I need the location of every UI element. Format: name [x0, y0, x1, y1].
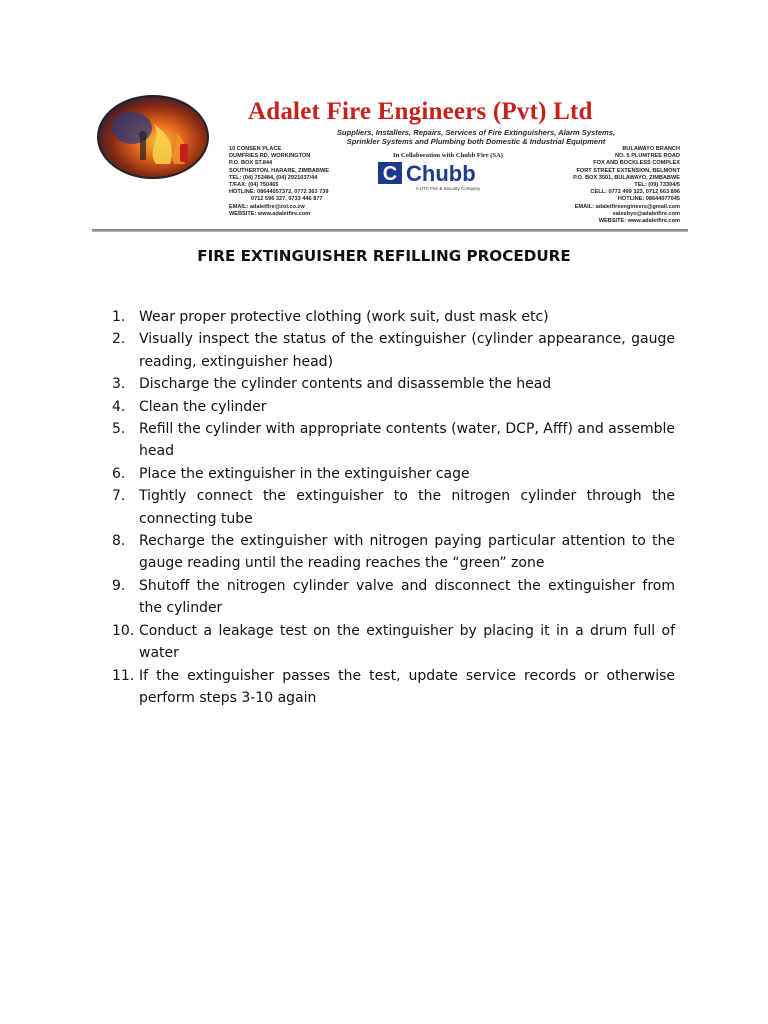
procedure-steps-list — [112, 306, 675, 709]
address-line: WEBSITE: www.adaletfire.com — [229, 210, 311, 217]
address-line: salesbyo@adaletfire.com — [612, 210, 680, 217]
address-line: FORT STREET EXTENSION, BELMONT — [576, 167, 680, 174]
tagline-line: Suppliers, Installers, Repairs, Services of Fire Extinguishers, Alarm Systems, — [336, 128, 616, 137]
company-name: Adalet Fire Engineers (Pvt) Ltd — [248, 98, 593, 125]
address-line: WEBSITE: www.adaletfire.com — [598, 218, 680, 225]
address-line: NO. 5 PLUMTREE ROAD — [615, 153, 680, 160]
tagline-line: Sprinkler Systems and Plumbing both Domestic & Industrial Equipment — [346, 137, 606, 146]
step-text: If the extinguisher passes the test, update service records or otherwise perform steps 3-10 again — [139, 667, 675, 706]
list-item — [112, 306, 675, 328]
step-number: 7. — [112, 488, 126, 505]
step-number: 2. — [112, 331, 126, 348]
head-office-address — [229, 146, 329, 218]
address-line: DUMFRIES RD. WORKINGTON — [229, 153, 311, 160]
list-item — [112, 620, 675, 665]
step-number: 9. — [112, 577, 126, 594]
address-line: TEL: (09) 73304/5 — [634, 182, 680, 189]
page-title: FIRE EXTINGUISHER REFILLING PROCEDURE — [197, 247, 571, 265]
branch-address — [512, 146, 680, 225]
address-line: P.O. BOX ST.844 — [229, 160, 273, 167]
step-text: Shutoff the nitrogen cylinder valve and disconnect the extinguisher from the cylinder — [139, 577, 675, 617]
step-text: Wear proper protective clothing (work suit, dust mask etc) — [139, 309, 549, 325]
letterhead — [92, 88, 688, 234]
step-number: 11. — [112, 667, 135, 684]
step-text: Conduct a leakage test on the extinguisher by placing it in a drum full of water — [139, 622, 675, 662]
list-item — [112, 665, 675, 710]
letterhead-divider — [92, 229, 688, 232]
step-text: Clean the cylinder — [139, 398, 267, 415]
address-line: EMAIL: adaletfireengineers@gmail.com — [574, 203, 680, 210]
list-item — [112, 485, 675, 530]
fire-logo-image — [96, 94, 210, 180]
step-text: Visually inspect the status of the extinguisher (cylinder appearance, gauge reading, extinguisher head) — [139, 331, 675, 370]
step-number: 5. — [112, 421, 126, 438]
address-line: 10 CONSEN PLACE — [229, 146, 282, 152]
list-item — [112, 396, 675, 418]
address-line: HOTLINE: 08644077045 — [617, 196, 680, 203]
step-number: 4. — [112, 398, 126, 415]
address-line: P.O. BOX 3501, BULAWAYO, ZIMBABWE — [573, 174, 680, 181]
chubb-logo — [378, 160, 520, 186]
step-number: 3. — [112, 376, 126, 393]
svg-text:C: C — [382, 163, 398, 185]
step-text: Place the extinguisher in the extinguisher cage — [139, 465, 470, 482]
step-text: Tightly connect the extinguisher to the nitrogen cylinder through the connecting tube — [139, 488, 675, 527]
list-item — [112, 373, 675, 395]
address-line: BULAWAYO BRANCH — [622, 146, 680, 152]
step-number: 8. — [112, 533, 126, 550]
step-text: Refill the cylinder with appropriate contents (water, DCP, Afff) and assemble head — [139, 421, 675, 460]
step-text: Discharge the cylinder contents and disassemble the head — [139, 376, 552, 393]
list-item — [112, 463, 675, 485]
step-number: 1. — [112, 309, 126, 325]
address-line: FOX AND BOCKLESS COMPLEX — [593, 160, 680, 167]
address-line: EMAIL: adaletfire@zol.co.zw — [229, 203, 305, 210]
address-line: CELL: 0772 499 323, 0712 663 896 — [590, 189, 680, 196]
address-line: TEL: (04) 753484, (04) 2921037/44 — [229, 174, 318, 181]
step-number: 10. — [112, 622, 135, 639]
list-item — [112, 328, 675, 373]
company-tagline — [266, 128, 686, 146]
address-line: HOTLINE: 08644057372, 0772 363 739 — [229, 189, 329, 196]
collaboration-note: In Collaboration with Chubb Fire (SA) — [393, 152, 503, 159]
chubb-logo-text: Chubb — [406, 161, 476, 186]
address-line: T/FAX: (04) 750465 — [229, 182, 279, 189]
address-line: SOUTHERTON, HARARE, ZIMBABWE — [229, 167, 329, 174]
list-item — [112, 530, 675, 575]
step-text: Recharge the extinguisher with nitrogen paying particular attention to the gauge reading until the reading reaches the “green” zone — [139, 533, 675, 572]
list-item — [112, 575, 675, 620]
address-line: 0712 596 327, 0733 446 877 — [251, 196, 323, 203]
step-number: 6. — [112, 465, 126, 482]
list-item — [112, 418, 675, 463]
partner-subtitle: A UTC Fire & Security Company — [415, 186, 481, 191]
